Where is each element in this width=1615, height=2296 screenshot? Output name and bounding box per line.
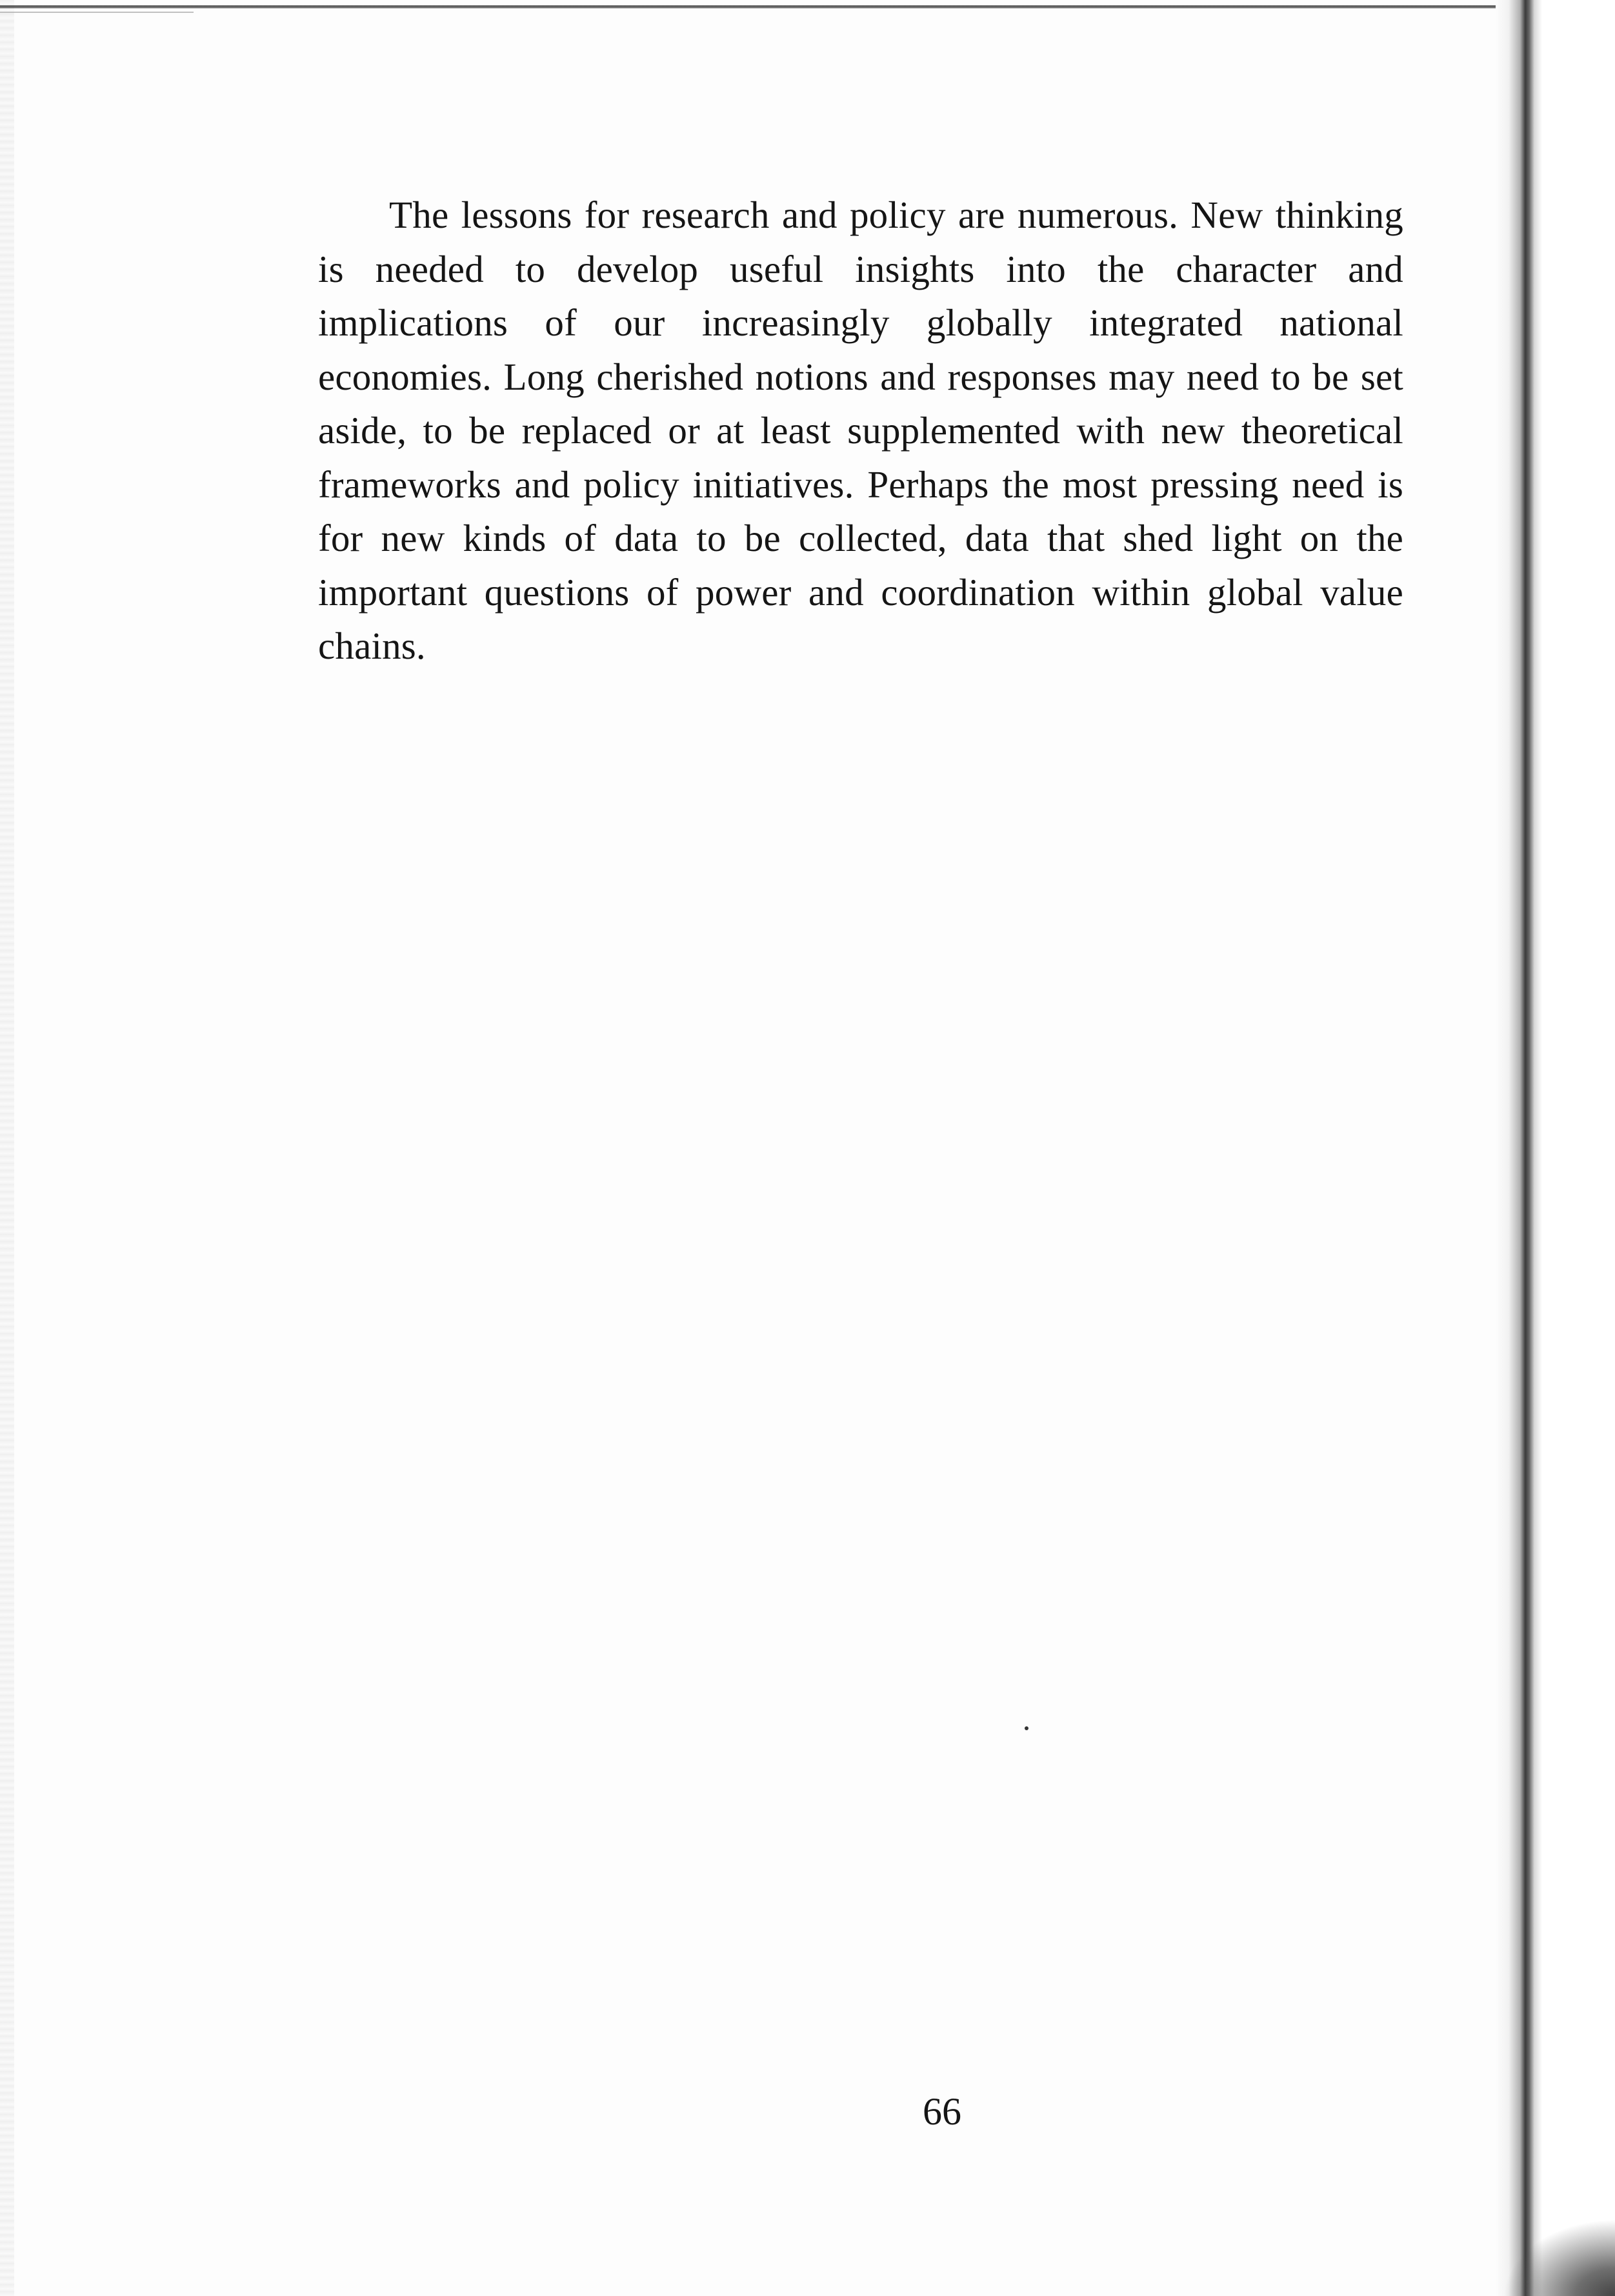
scan-top-border-line-secondary xyxy=(0,12,194,13)
scan-corner-shadow xyxy=(1503,2219,1615,2296)
body-paragraph: The lessons for research and policy are numerous. New thinking is needed to develop useful insights into the character and implications of our increasingly globally integrated national economies. Long cherished notions and responses may need to be set aside, to be replaced or at least supplemented with new theoretical frameworks and policy initiatives. Perhaps the most pressing need is for new kinds of data to be collected, data that shed light on the important questions of power and coordination within global value chains. xyxy=(318,194,1403,667)
scan-left-edge xyxy=(0,0,14,2296)
page-number: 66 xyxy=(923,2090,961,2133)
scan-speck xyxy=(1025,1726,1028,1730)
scan-top-border-line xyxy=(0,5,1503,8)
scan-binding-shadow xyxy=(1496,0,1615,2296)
